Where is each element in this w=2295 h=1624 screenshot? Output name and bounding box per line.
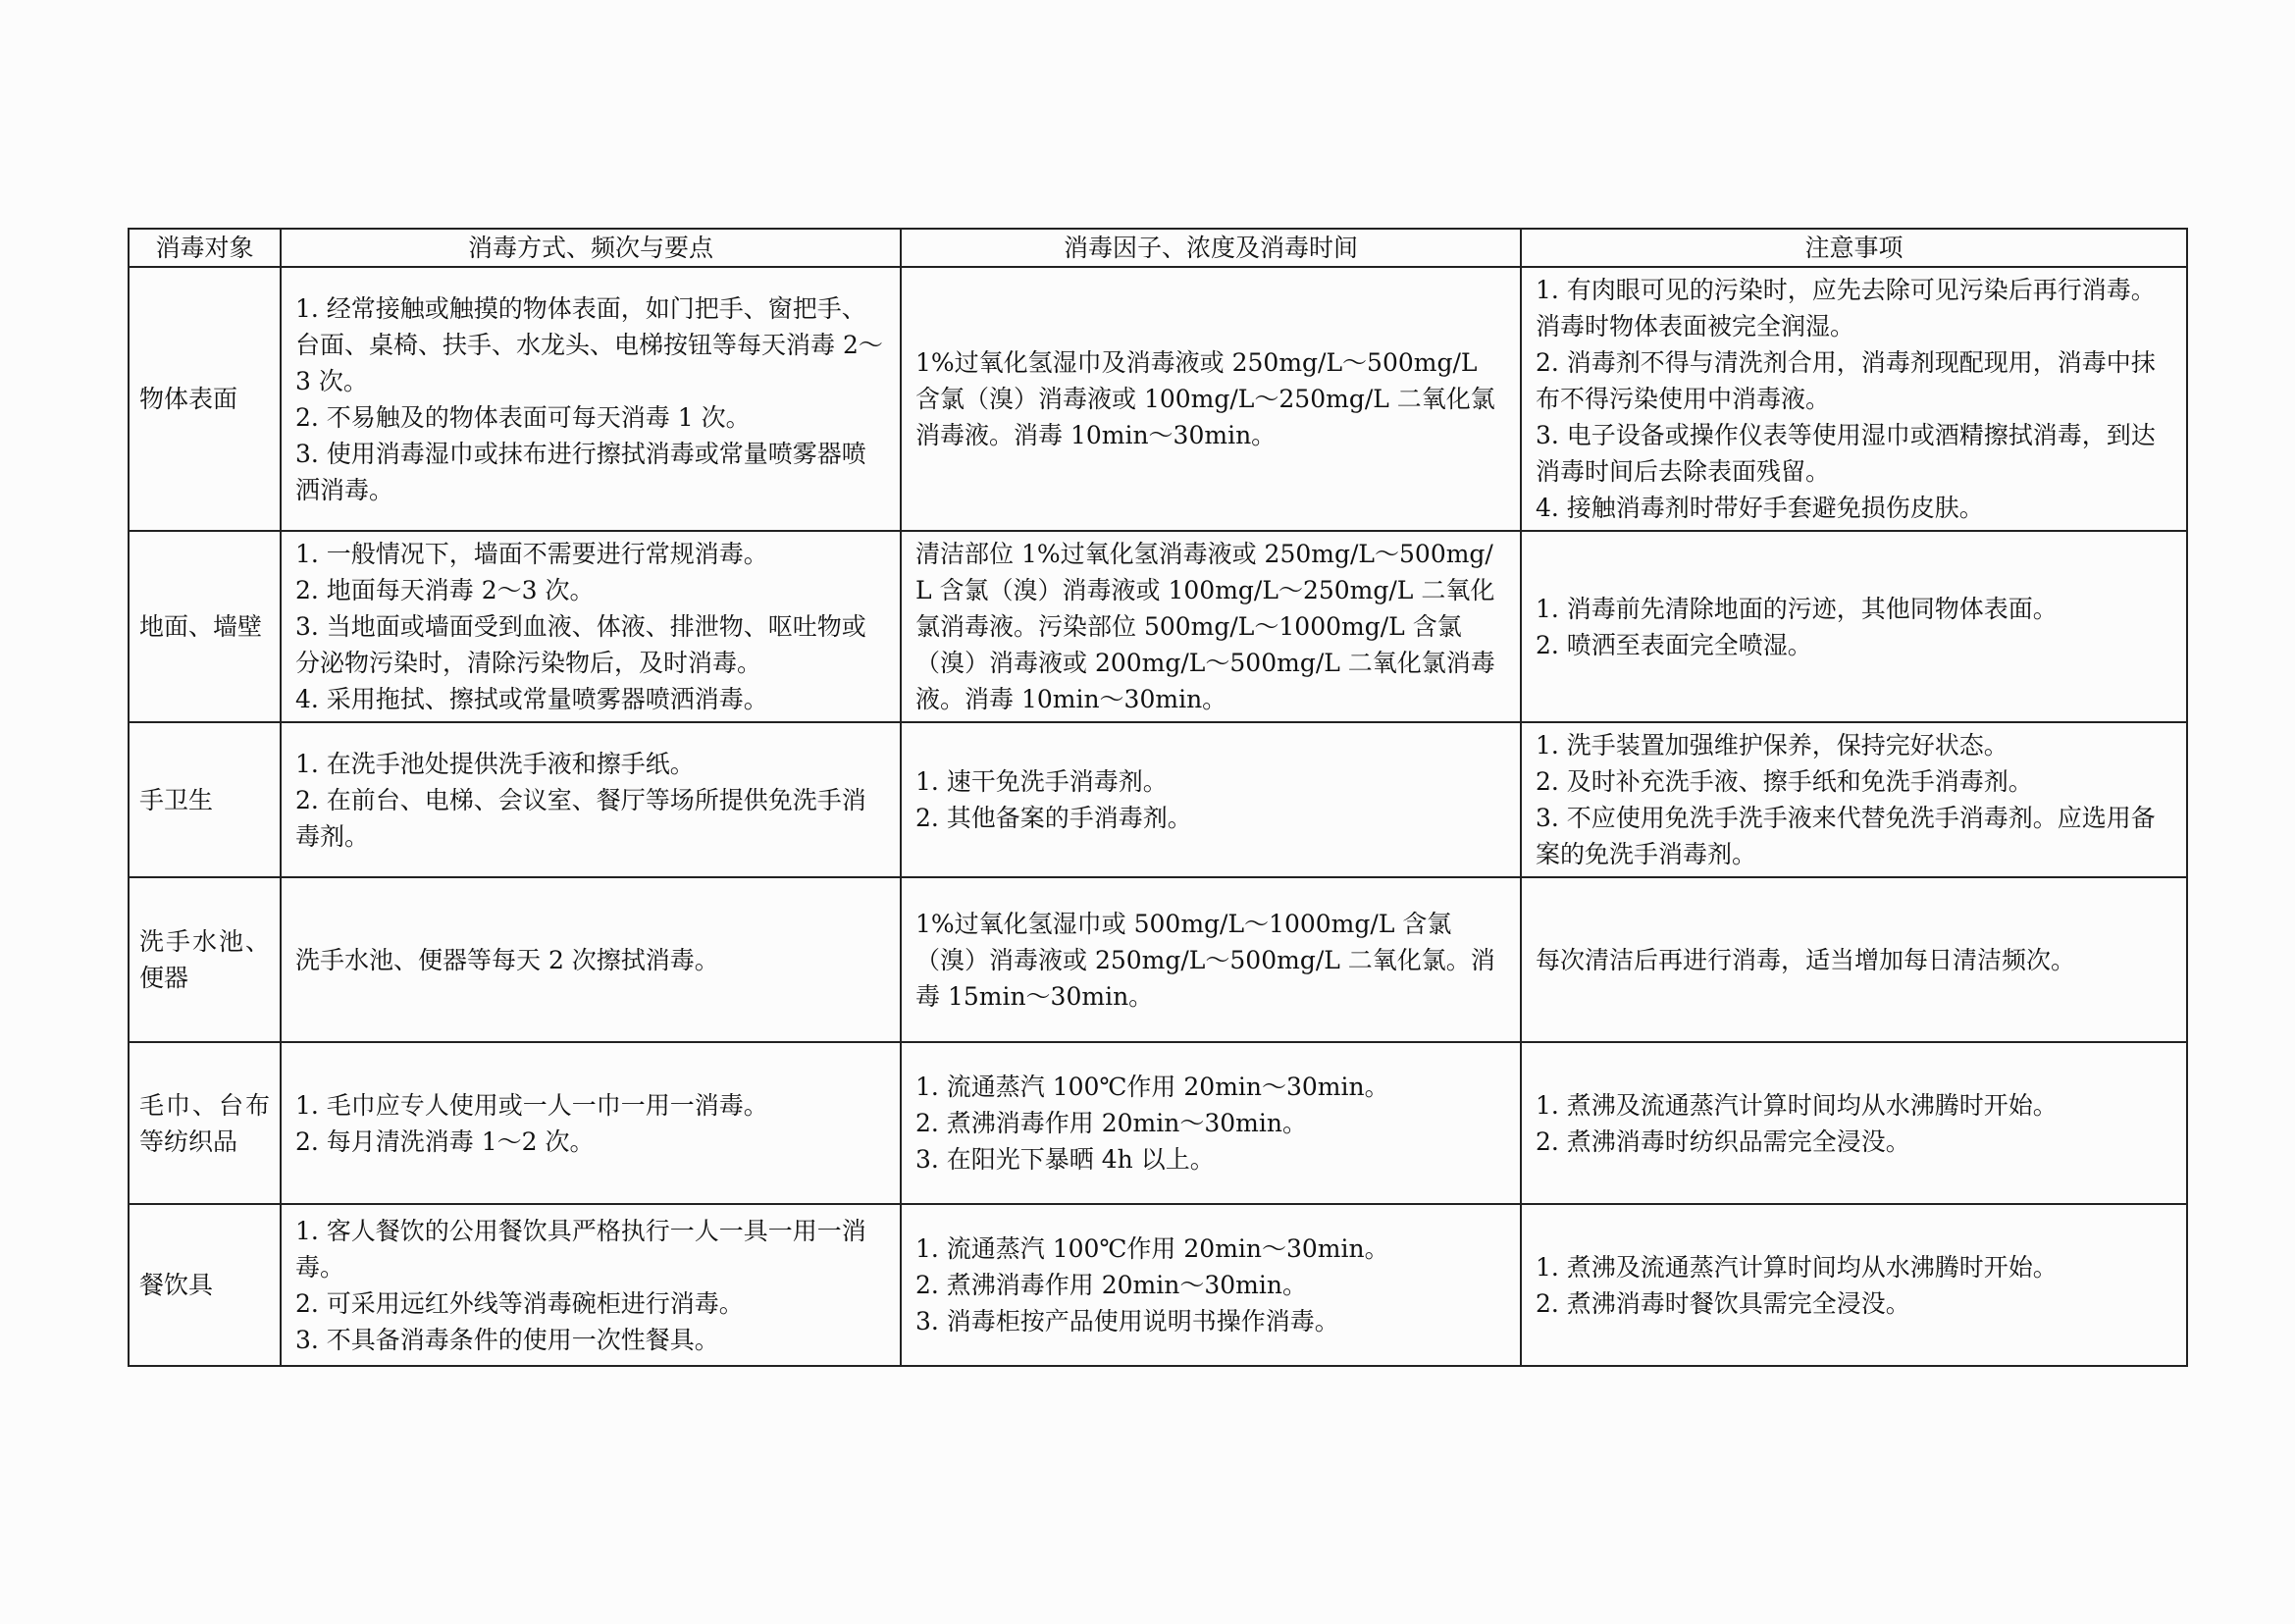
factor-cell [901, 722, 1521, 877]
method-cell [281, 722, 901, 877]
notes-line: 4. 接触消毒剂时带好手套避免损伤皮肤。 [1536, 494, 1984, 522]
factor-line: 1. 流通蒸汽 100℃作用 20min～30min。 [915, 1234, 1389, 1263]
method-line: 2. 地面每天消毒 2～3 次。 [295, 576, 595, 604]
method-cell [281, 1204, 901, 1366]
method-line: 1. 客人餐饮的公用餐饮具严格执行一人一具一用一消毒。 [295, 1216, 866, 1282]
notes-line: 2. 煮沸消毒时餐饮具需完全浸没。 [1536, 1288, 1910, 1318]
method-line: 2. 每月清洗消毒 1～2 次。 [295, 1126, 595, 1156]
factor-line: 2. 煮沸消毒作用 20min～30min。 [915, 1109, 1307, 1137]
factor-line: 1%过氧化氢湿巾或 500mg/L～1000mg/L 含氯（溴）消毒液或 250mg/L～500mg/L 二氧化氯。消毒 15min～30min。 [915, 909, 1495, 1011]
notes-cell [1521, 1204, 2187, 1366]
notes-line: 1. 有肉眼可见的污染时，应先去除可见污染后再行消毒。消毒时物体表面被完全润湿。 [1536, 276, 2156, 341]
method-line: 4. 采用拖拭、擦拭或常量喷雾器喷洒消毒。 [295, 685, 768, 713]
factor-line: 3. 消毒柜按产品使用说明书操作消毒。 [915, 1307, 1339, 1336]
table-header-row [129, 229, 2187, 267]
notes-cell [1521, 267, 2187, 531]
notes-line: 1. 洗手装置加强维护保养，保持完好状态。 [1536, 731, 2008, 760]
factor-cell [901, 877, 1521, 1042]
notes-cell [1521, 722, 2187, 877]
factor-line: 清洁部位 1%过氧化氢消毒液或 250mg/L～500mg/L 含氯（溴）消毒液或 100mg/L～250mg/L 二氧化氯消毒液。污染部位 500mg/L～1000mg/L 含氯（溴）消毒液或 200mg/L～500mg/L 二氧化氯消毒液。消毒 10min～30min。 [915, 540, 1495, 713]
factor-line: 3. 在阳光下暴晒 4h 以上。 [915, 1145, 1215, 1174]
notes-line: 2. 喷洒至表面完全喷湿。 [1536, 630, 1812, 659]
factor-cell [901, 267, 1521, 531]
notes-cell [1521, 531, 2187, 722]
factor-cell [901, 1204, 1521, 1366]
method-line: 1. 毛巾应专人使用或一人一巾一用一消毒。 [295, 1090, 768, 1120]
notes-cell [1521, 1042, 2187, 1204]
method-line: 洗手水池、便器等每天 2 次擦拭消毒。 [295, 945, 719, 974]
table-row [129, 531, 2187, 722]
object-cell: 餐饮具 [129, 1204, 281, 1366]
disinfection-table [128, 228, 2188, 1367]
method-line: 3. 当地面或墙面受到血液、体液、排泄物、呕吐物或分泌物污染时，清除污染物后，及时消毒。 [295, 612, 866, 677]
factor-line: 1. 流通蒸汽 100℃作用 20min～30min。 [915, 1073, 1389, 1101]
table-row [129, 722, 2187, 877]
factor-cell [901, 531, 1521, 722]
factor-line: 1%过氧化氢湿巾及消毒液或 250mg/L～500mg/L 含氯（溴）消毒液或 100mg/L～250mg/L 二氧化氯消毒液。消毒 10min～30min。 [915, 348, 1495, 449]
header-notes: 注意事项 [1521, 229, 2187, 267]
method-line: 2. 不易触及的物体表面可每天消毒 1 次。 [295, 402, 751, 432]
method-cell [281, 1042, 901, 1204]
method-line: 2. 可采用远红外线等消毒碗柜进行消毒。 [295, 1288, 744, 1318]
method-line: 1. 一般情况下，墙面不需要进行常规消毒。 [295, 540, 768, 568]
factor-line: 1. 速干免洗手消毒剂。 [915, 767, 1168, 796]
header-factor: 消毒因子、浓度及消毒时间 [901, 229, 1521, 267]
notes-line: 3. 电子设备或操作仪表等使用湿巾或酒精擦拭消毒，到达消毒时间后去除表面残留。 [1536, 421, 2156, 486]
notes-line: 2. 及时补充洗手液、擦手纸和免洗手消毒剂。 [1536, 767, 2033, 796]
header-method: 消毒方式、频次与要点 [281, 229, 901, 267]
table-row [129, 1204, 2187, 1366]
method-line: 2. 在前台、电梯、会议室、餐厅等场所提供免洗手消毒剂。 [295, 785, 866, 851]
method-cell [281, 531, 901, 722]
object-cell: 物体表面 [129, 267, 281, 531]
table-row [129, 1042, 2187, 1204]
notes-line: 2. 煮沸消毒时纺织品需完全浸没。 [1536, 1126, 1910, 1156]
factor-cell [901, 1042, 1521, 1204]
object-cell: 洗手水池、便器 [129, 877, 281, 1042]
object-cell: 地面、墙壁 [129, 531, 281, 722]
object-cell: 毛巾、台布等纺织品 [129, 1042, 281, 1204]
notes-line: 1. 煮沸及流通蒸汽计算时间均从水沸腾时开始。 [1536, 1252, 2058, 1282]
method-cell [281, 267, 901, 531]
header-object: 消毒对象 [129, 229, 281, 267]
method-line: 1. 经常接触或触摸的物体表面，如门把手、窗把手、台面、桌椅、扶手、水龙头、电梯按钮等每天消毒 2～3 次。 [295, 293, 883, 395]
factor-line: 2. 煮沸消毒作用 20min～30min。 [915, 1271, 1307, 1299]
table-row [129, 267, 2187, 531]
method-cell [281, 877, 901, 1042]
method-line: 1. 在洗手池处提供洗手液和擦手纸。 [295, 749, 695, 778]
notes-line: 1. 煮沸及流通蒸汽计算时间均从水沸腾时开始。 [1536, 1090, 2058, 1120]
notes-line: 3. 不应使用免洗手洗手液来代替免洗手消毒剂。应选用备案的免洗手消毒剂。 [1536, 804, 2156, 868]
object-cell: 手卫生 [129, 722, 281, 877]
notes-line: 每次清洁后再进行消毒，适当增加每日清洁频次。 [1536, 945, 2076, 974]
notes-line: 1. 消毒前先清除地面的污迹，其他同物体表面。 [1536, 594, 2058, 623]
method-line: 3. 使用消毒湿巾或抹布进行擦拭消毒或常量喷雾器喷洒消毒。 [295, 439, 866, 504]
notes-line: 2. 消毒剂不得与清洗剂合用，消毒剂现配现用，消毒中抹布不得污染使用中消毒液。 [1536, 348, 2156, 413]
table-row [129, 877, 2187, 1042]
notes-cell [1521, 877, 2187, 1042]
method-line: 3. 不具备消毒条件的使用一次性餐具。 [295, 1325, 719, 1354]
factor-line: 2. 其他备案的手消毒剂。 [915, 804, 1192, 832]
